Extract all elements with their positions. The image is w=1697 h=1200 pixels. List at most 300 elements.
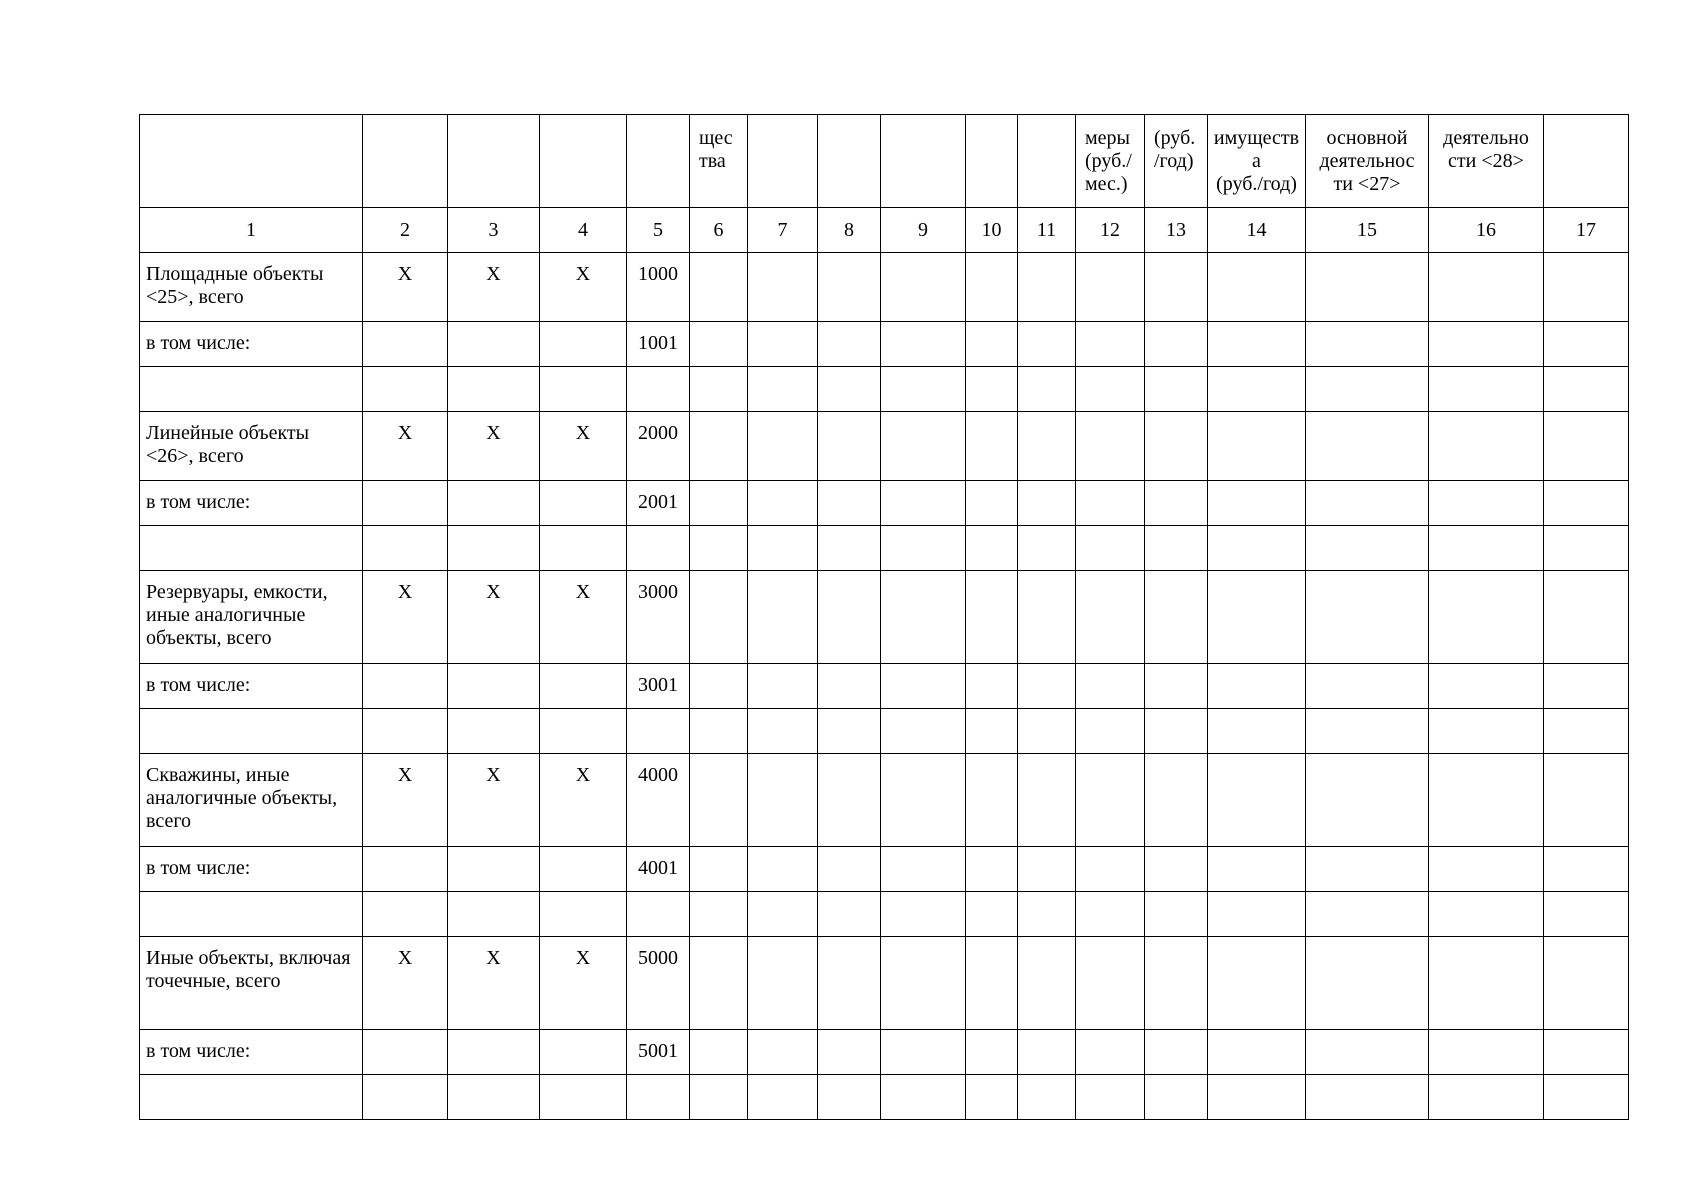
empty-cell-col10 (966, 664, 1018, 709)
empty-cell-col16 (1429, 754, 1544, 847)
col3-cell (448, 1075, 540, 1120)
row-code-cell: 3001 (627, 664, 690, 709)
empty-cell-col6 (690, 1030, 748, 1075)
col3-cell (448, 1030, 540, 1075)
empty-cell-col7 (748, 322, 818, 367)
row-code-cell: 5001 (627, 1030, 690, 1075)
empty-cell-col16 (1429, 367, 1544, 412)
empty-cell-col6 (690, 1075, 748, 1120)
empty-cell-col12 (1076, 526, 1145, 571)
row-name-cell (140, 1075, 363, 1120)
table-row (140, 709, 1629, 754)
col2-cell (363, 526, 448, 571)
empty-cell-col10 (966, 367, 1018, 412)
row-code-cell: 3000 (627, 571, 690, 664)
empty-cell-col9 (881, 322, 966, 367)
col2-cell (363, 322, 448, 367)
empty-cell-col12 (1076, 412, 1145, 481)
column-number-2: 2 (363, 208, 448, 253)
empty-cell-col11 (1018, 709, 1076, 754)
col3-cell (448, 322, 540, 367)
empty-cell-col12 (1076, 481, 1145, 526)
header-cell-6: щес тва (690, 115, 748, 208)
empty-cell-col6 (690, 754, 748, 847)
empty-cell-col11 (1018, 847, 1076, 892)
column-number-14: 14 (1208, 208, 1306, 253)
header-cell-10 (966, 115, 1018, 208)
col3-cell (448, 481, 540, 526)
row-name-cell: в том числе: (140, 664, 363, 709)
col2-cell (363, 709, 448, 754)
row-name-cell: в том числе: (140, 1030, 363, 1075)
row-name-cell (140, 526, 363, 571)
col4-cell (540, 892, 627, 937)
empty-cell-col16 (1429, 322, 1544, 367)
col3-cell: X (448, 412, 540, 481)
empty-cell-col7 (748, 481, 818, 526)
row-code-cell: 1001 (627, 322, 690, 367)
empty-cell-col12 (1076, 367, 1145, 412)
col3-cell: X (448, 571, 540, 664)
empty-cell-col12 (1076, 709, 1145, 754)
empty-cell-col13 (1145, 847, 1208, 892)
col2-cell (363, 481, 448, 526)
empty-cell-col7 (748, 367, 818, 412)
empty-cell-col17 (1544, 526, 1629, 571)
col2-cell (363, 892, 448, 937)
empty-cell-col14 (1208, 322, 1306, 367)
empty-cell-col7 (748, 1030, 818, 1075)
empty-cell-col17 (1544, 1075, 1629, 1120)
empty-cell-col11 (1018, 571, 1076, 664)
header-cell-15: основной деятельнос ти <27> (1306, 115, 1429, 208)
empty-cell-col13 (1145, 892, 1208, 937)
empty-cell-col15 (1306, 754, 1429, 847)
empty-cell-col9 (881, 571, 966, 664)
empty-cell-col16 (1429, 412, 1544, 481)
header-cell-8 (818, 115, 881, 208)
empty-cell-col13 (1145, 1030, 1208, 1075)
col3-cell (448, 664, 540, 709)
empty-cell-col14 (1208, 571, 1306, 664)
col4-cell: X (540, 571, 627, 664)
empty-cell-col17 (1544, 754, 1629, 847)
table-row (140, 571, 1629, 664)
empty-cell-col16 (1429, 481, 1544, 526)
table-row (140, 892, 1629, 937)
empty-cell-col16 (1429, 664, 1544, 709)
empty-cell-col8 (818, 412, 881, 481)
empty-cell-col17 (1544, 709, 1629, 754)
empty-cell-col11 (1018, 1030, 1076, 1075)
empty-cell-col11 (1018, 481, 1076, 526)
empty-cell-col13 (1145, 571, 1208, 664)
empty-cell-col8 (818, 847, 881, 892)
report-table (139, 114, 1629, 1120)
table-row (140, 526, 1629, 571)
empty-cell-col10 (966, 481, 1018, 526)
empty-cell-col9 (881, 1075, 966, 1120)
col4-cell (540, 367, 627, 412)
empty-cell-col7 (748, 1075, 818, 1120)
empty-cell-col14 (1208, 367, 1306, 412)
col3-cell (448, 892, 540, 937)
empty-cell-col12 (1076, 571, 1145, 664)
empty-cell-col10 (966, 412, 1018, 481)
empty-cell-col8 (818, 709, 881, 754)
empty-cell-col7 (748, 526, 818, 571)
empty-cell-col14 (1208, 847, 1306, 892)
empty-cell-col16 (1429, 1030, 1544, 1075)
header-cell-17 (1544, 115, 1629, 208)
empty-cell-col17 (1544, 322, 1629, 367)
empty-cell-col16 (1429, 847, 1544, 892)
row-name-cell (140, 892, 363, 937)
empty-cell-col17 (1544, 253, 1629, 322)
empty-cell-col9 (881, 253, 966, 322)
empty-cell-col11 (1018, 892, 1076, 937)
table-row (140, 937, 1629, 1030)
empty-cell-col9 (881, 526, 966, 571)
row-code-cell (627, 1075, 690, 1120)
row-name-cell: Иные объекты, включая точечные, всего (140, 937, 363, 1030)
column-number-12: 12 (1076, 208, 1145, 253)
empty-cell-col9 (881, 754, 966, 847)
empty-cell-col7 (748, 412, 818, 481)
empty-cell-col15 (1306, 412, 1429, 481)
empty-cell-col9 (881, 1030, 966, 1075)
empty-cell-col11 (1018, 412, 1076, 481)
col4-cell (540, 526, 627, 571)
column-number-7: 7 (748, 208, 818, 253)
table-row (140, 481, 1629, 526)
empty-cell-col9 (881, 412, 966, 481)
column-number-15: 15 (1306, 208, 1429, 253)
empty-cell-col9 (881, 664, 966, 709)
empty-cell-col9 (881, 937, 966, 1030)
header-fragment-row (140, 115, 1629, 208)
empty-cell-col11 (1018, 664, 1076, 709)
empty-cell-col17 (1544, 847, 1629, 892)
empty-cell-col15 (1306, 892, 1429, 937)
header-cell-7 (748, 115, 818, 208)
empty-cell-col14 (1208, 754, 1306, 847)
header-cell-14: имуществ а (руб./год) (1208, 115, 1306, 208)
row-code-cell (627, 526, 690, 571)
empty-cell-col17 (1544, 481, 1629, 526)
table-row (140, 322, 1629, 367)
column-number-row (140, 208, 1629, 253)
table-row (140, 1075, 1629, 1120)
empty-cell-col15 (1306, 322, 1429, 367)
empty-cell-col14 (1208, 1030, 1306, 1075)
empty-cell-col12 (1076, 322, 1145, 367)
empty-cell-col13 (1145, 709, 1208, 754)
header-cell-3 (448, 115, 540, 208)
empty-cell-col6 (690, 571, 748, 664)
column-number-8: 8 (818, 208, 881, 253)
empty-cell-col12 (1076, 1075, 1145, 1120)
empty-cell-col6 (690, 847, 748, 892)
row-name-cell: в том числе: (140, 322, 363, 367)
row-code-cell (627, 892, 690, 937)
empty-cell-col8 (818, 754, 881, 847)
empty-cell-col14 (1208, 1075, 1306, 1120)
empty-cell-col8 (818, 892, 881, 937)
empty-cell-col17 (1544, 1030, 1629, 1075)
empty-cell-col10 (966, 709, 1018, 754)
empty-cell-col8 (818, 367, 881, 412)
empty-cell-col16 (1429, 526, 1544, 571)
empty-cell-col8 (818, 1075, 881, 1120)
table-row (140, 754, 1629, 847)
empty-cell-col14 (1208, 412, 1306, 481)
empty-cell-col17 (1544, 664, 1629, 709)
column-number-9: 9 (881, 208, 966, 253)
empty-cell-col13 (1145, 526, 1208, 571)
col3-cell (448, 709, 540, 754)
empty-cell-col17 (1544, 367, 1629, 412)
empty-cell-col8 (818, 1030, 881, 1075)
empty-cell-col12 (1076, 253, 1145, 322)
col2-cell: X (363, 754, 448, 847)
empty-cell-col14 (1208, 481, 1306, 526)
empty-cell-col15 (1306, 709, 1429, 754)
empty-cell-col8 (818, 526, 881, 571)
empty-cell-col9 (881, 892, 966, 937)
row-code-cell (627, 709, 690, 754)
row-name-cell: в том числе: (140, 847, 363, 892)
row-name-cell (140, 367, 363, 412)
empty-cell-col15 (1306, 367, 1429, 412)
header-cell-16: деятельно сти <28> (1429, 115, 1544, 208)
empty-cell-col8 (818, 937, 881, 1030)
empty-cell-col6 (690, 937, 748, 1030)
col3-cell: X (448, 937, 540, 1030)
empty-cell-col9 (881, 709, 966, 754)
header-cell-1 (140, 115, 363, 208)
empty-cell-col6 (690, 253, 748, 322)
empty-cell-col15 (1306, 571, 1429, 664)
empty-cell-col6 (690, 322, 748, 367)
col3-cell: X (448, 754, 540, 847)
col2-cell: X (363, 571, 448, 664)
column-number-10: 10 (966, 208, 1018, 253)
empty-cell-col13 (1145, 253, 1208, 322)
column-number-4: 4 (540, 208, 627, 253)
col2-cell: X (363, 937, 448, 1030)
col4-cell: X (540, 412, 627, 481)
empty-cell-col6 (690, 367, 748, 412)
empty-cell-col15 (1306, 1075, 1429, 1120)
table-body (140, 115, 1629, 1120)
empty-cell-col10 (966, 571, 1018, 664)
empty-cell-col8 (818, 322, 881, 367)
row-code-cell: 2000 (627, 412, 690, 481)
table-row (140, 367, 1629, 412)
empty-cell-col16 (1429, 1075, 1544, 1120)
empty-cell-col14 (1208, 937, 1306, 1030)
empty-cell-col9 (881, 481, 966, 526)
empty-cell-col15 (1306, 253, 1429, 322)
empty-cell-col15 (1306, 937, 1429, 1030)
empty-cell-col11 (1018, 937, 1076, 1030)
empty-cell-col7 (748, 709, 818, 754)
empty-cell-col17 (1544, 571, 1629, 664)
col3-cell (448, 367, 540, 412)
empty-cell-col12 (1076, 847, 1145, 892)
row-name-cell: Площадные объекты <25>, всего (140, 253, 363, 322)
empty-cell-col12 (1076, 754, 1145, 847)
empty-cell-col6 (690, 481, 748, 526)
empty-cell-col10 (966, 754, 1018, 847)
col2-cell (363, 367, 448, 412)
empty-cell-col11 (1018, 1075, 1076, 1120)
empty-cell-col17 (1544, 937, 1629, 1030)
col4-cell (540, 1030, 627, 1075)
header-cell-12: меры (руб./ мес.) (1076, 115, 1145, 208)
col4-cell: X (540, 754, 627, 847)
table-row (140, 664, 1629, 709)
col4-cell (540, 847, 627, 892)
table-row (140, 412, 1629, 481)
empty-cell-col14 (1208, 253, 1306, 322)
column-number-17: 17 (1544, 208, 1629, 253)
empty-cell-col10 (966, 253, 1018, 322)
column-number-1: 1 (140, 208, 363, 253)
col2-cell (363, 1030, 448, 1075)
empty-cell-col15 (1306, 526, 1429, 571)
empty-cell-col15 (1306, 664, 1429, 709)
empty-cell-col14 (1208, 664, 1306, 709)
col4-cell (540, 664, 627, 709)
col2-cell (363, 1075, 448, 1120)
empty-cell-col17 (1544, 892, 1629, 937)
empty-cell-col11 (1018, 367, 1076, 412)
row-code-cell: 5000 (627, 937, 690, 1030)
empty-cell-col7 (748, 937, 818, 1030)
empty-cell-col10 (966, 1030, 1018, 1075)
empty-cell-col7 (748, 892, 818, 937)
row-code-cell: 4001 (627, 847, 690, 892)
empty-cell-col6 (690, 664, 748, 709)
column-number-3: 3 (448, 208, 540, 253)
header-cell-13: (руб. /год) (1145, 115, 1208, 208)
empty-cell-col16 (1429, 937, 1544, 1030)
empty-cell-col6 (690, 892, 748, 937)
empty-cell-col10 (966, 937, 1018, 1030)
empty-cell-col10 (966, 847, 1018, 892)
empty-cell-col16 (1429, 892, 1544, 937)
column-number-11: 11 (1018, 208, 1076, 253)
empty-cell-col13 (1145, 412, 1208, 481)
row-code-cell: 2001 (627, 481, 690, 526)
empty-cell-col14 (1208, 892, 1306, 937)
col4-cell: X (540, 253, 627, 322)
empty-cell-col15 (1306, 481, 1429, 526)
empty-cell-col16 (1429, 709, 1544, 754)
row-name-cell: в том числе: (140, 481, 363, 526)
empty-cell-col6 (690, 709, 748, 754)
empty-cell-col12 (1076, 664, 1145, 709)
table-row (140, 1030, 1629, 1075)
header-cell-11 (1018, 115, 1076, 208)
empty-cell-col13 (1145, 367, 1208, 412)
column-number-16: 16 (1429, 208, 1544, 253)
empty-cell-col7 (748, 847, 818, 892)
empty-cell-col13 (1145, 481, 1208, 526)
empty-cell-col7 (748, 664, 818, 709)
column-number-13: 13 (1145, 208, 1208, 253)
empty-cell-col7 (748, 754, 818, 847)
row-name-cell (140, 709, 363, 754)
row-code-cell: 4000 (627, 754, 690, 847)
row-name-cell: Резервуары, емкости, иные аналогичные объекты, всего (140, 571, 363, 664)
empty-cell-col7 (748, 571, 818, 664)
empty-cell-col9 (881, 367, 966, 412)
col3-cell (448, 526, 540, 571)
empty-cell-col12 (1076, 1030, 1145, 1075)
empty-cell-col15 (1306, 847, 1429, 892)
empty-cell-col13 (1145, 754, 1208, 847)
empty-cell-col8 (818, 481, 881, 526)
empty-cell-col14 (1208, 526, 1306, 571)
col2-cell: X (363, 253, 448, 322)
empty-cell-col10 (966, 322, 1018, 367)
col2-cell (363, 847, 448, 892)
empty-cell-col13 (1145, 322, 1208, 367)
empty-cell-col13 (1145, 937, 1208, 1030)
empty-cell-col12 (1076, 937, 1145, 1030)
empty-cell-col16 (1429, 253, 1544, 322)
header-cell-9 (881, 115, 966, 208)
table-row (140, 253, 1629, 322)
empty-cell-col11 (1018, 526, 1076, 571)
col3-cell (448, 847, 540, 892)
col4-cell (540, 481, 627, 526)
empty-cell-col15 (1306, 1030, 1429, 1075)
empty-cell-col11 (1018, 253, 1076, 322)
row-code-cell (627, 367, 690, 412)
col3-cell: X (448, 253, 540, 322)
empty-cell-col8 (818, 253, 881, 322)
empty-cell-col13 (1145, 664, 1208, 709)
col4-cell (540, 1075, 627, 1120)
empty-cell-col8 (818, 571, 881, 664)
header-cell-4 (540, 115, 627, 208)
empty-cell-col10 (966, 1075, 1018, 1120)
empty-cell-col11 (1018, 322, 1076, 367)
empty-cell-col10 (966, 526, 1018, 571)
empty-cell-col13 (1145, 1075, 1208, 1120)
empty-cell-col9 (881, 847, 966, 892)
col2-cell (363, 664, 448, 709)
empty-cell-col14 (1208, 709, 1306, 754)
empty-cell-col12 (1076, 892, 1145, 937)
col2-cell: X (363, 412, 448, 481)
col4-cell: X (540, 937, 627, 1030)
empty-cell-col8 (818, 664, 881, 709)
table-row (140, 847, 1629, 892)
empty-cell-col6 (690, 526, 748, 571)
row-code-cell: 1000 (627, 253, 690, 322)
empty-cell-col16 (1429, 571, 1544, 664)
empty-cell-col17 (1544, 412, 1629, 481)
empty-cell-col6 (690, 412, 748, 481)
empty-cell-col11 (1018, 754, 1076, 847)
col4-cell (540, 322, 627, 367)
column-number-6: 6 (690, 208, 748, 253)
